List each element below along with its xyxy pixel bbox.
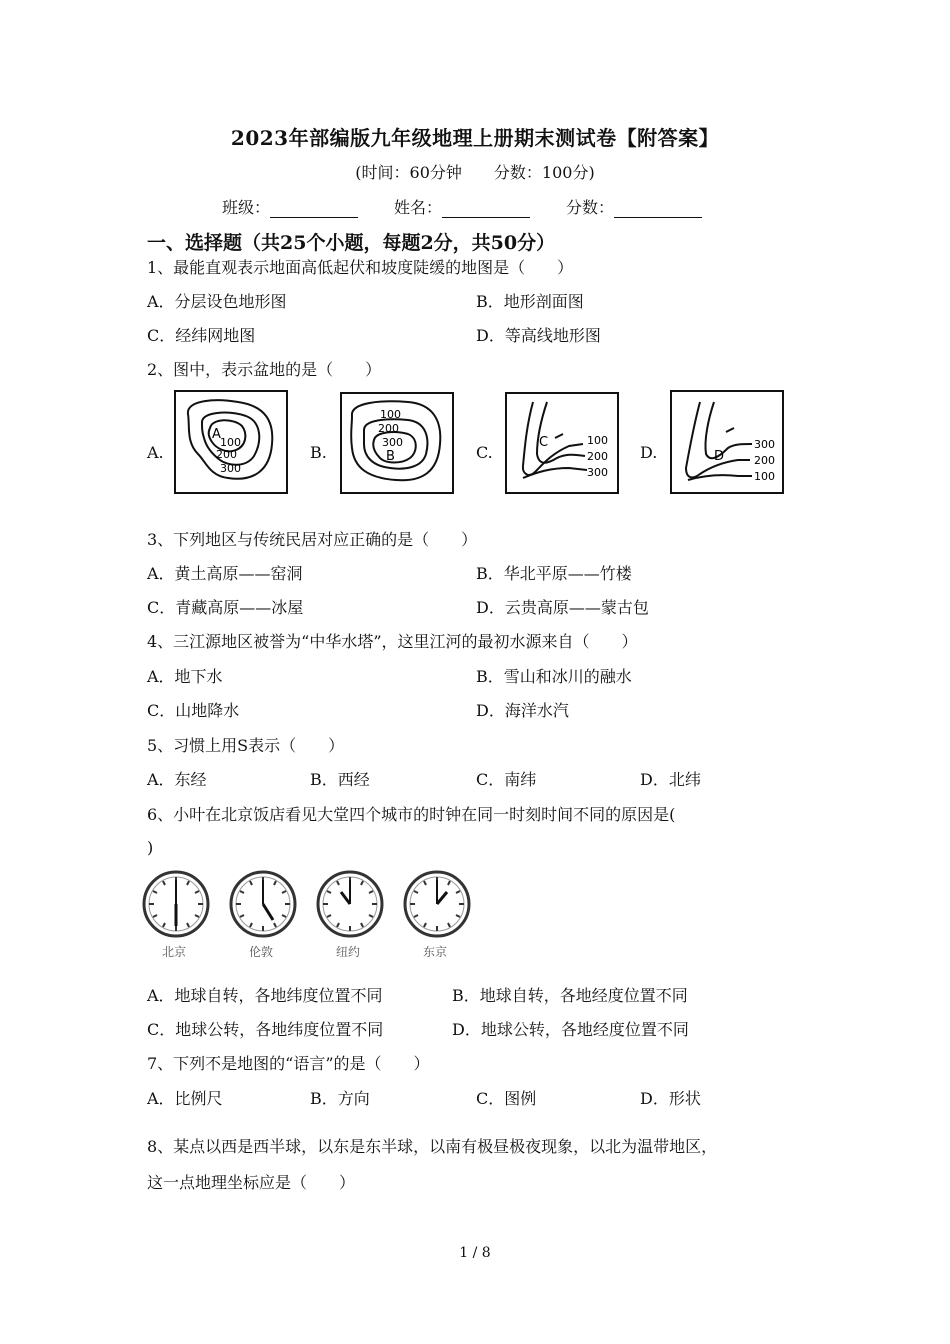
- q3-option-b: B．华北平原——竹楼: [476, 564, 632, 583]
- question-4: 4、三江源地区被誉为“中华水塔”，这里江河的最初水源来自（ ）: [147, 632, 638, 651]
- question-8: 8、某点以西是西半球，以东是东半球，以南有极昼极夜现象，以北为温带地区，: [147, 1137, 718, 1156]
- question-6: 6、小叶在北京饭店看见大堂四个城市的时钟在同一时刻时间不同的原因是(: [147, 805, 676, 824]
- q5-option-b: B．西经: [310, 770, 370, 789]
- q1-option-a: A．分层设色地形图: [147, 292, 287, 311]
- question-1: 1、最能直观表示地面高低起伏和坡度陡缓的地图是（ ）: [147, 258, 574, 277]
- clock-label-beijing: 北京: [162, 945, 187, 959]
- fig-a-label-2: 200: [216, 448, 237, 461]
- q7-option-d: D．形状: [640, 1089, 701, 1108]
- q2-option-a: A.: [147, 443, 164, 462]
- q1-option-b: B．地形剖面图: [476, 292, 584, 311]
- q1-option-c: C．经纬网地图: [147, 326, 256, 345]
- fig-b-label-3: 300: [382, 436, 403, 449]
- q2-option-d: D.: [640, 443, 658, 462]
- q7-option-a: A．比例尺: [147, 1089, 223, 1108]
- q3-option-a: A．黄土高原——窑洞: [147, 564, 303, 583]
- fig-d-letter: D: [714, 449, 725, 464]
- question-6-cont: ): [147, 838, 154, 857]
- fig-b-label-2: 200: [378, 422, 399, 435]
- contour-map-a: [174, 390, 288, 494]
- exam-info: (时间：60分钟 分数：100分): [355, 163, 595, 182]
- q7-option-c: C．图例: [476, 1089, 537, 1108]
- world-clocks: [140, 862, 480, 962]
- q6-option-c: C．地球公转，各地纬度位置不同: [147, 1020, 384, 1039]
- fig-c-label-1: 100: [587, 434, 608, 447]
- class-blank[interactable]: [270, 201, 358, 218]
- q1-option-d: D．等高线地形图: [476, 326, 601, 345]
- q4-option-b: B．雪山和冰川的融水: [476, 667, 632, 686]
- q7-option-b: B．方向: [310, 1089, 370, 1108]
- clock-label-tokyo: 东京: [423, 945, 448, 959]
- name-label: 姓名：: [394, 198, 443, 217]
- clock-label-newyork: 纽约: [336, 945, 361, 959]
- fig-d-label-2: 200: [754, 454, 775, 467]
- clock-label-london: 伦敦: [249, 945, 274, 959]
- q4-option-a: A．地下水: [147, 667, 223, 686]
- class-label: 班级：: [222, 198, 271, 217]
- clock-beijing: [144, 872, 208, 959]
- contour-map-c: [505, 392, 619, 494]
- question-5: 5、习惯上用S表示（ ）: [147, 736, 345, 755]
- q3-option-d: D．云贵高原——蒙古包: [476, 598, 649, 617]
- fig-c-label-2: 200: [587, 450, 608, 463]
- contour-map-d: [670, 390, 784, 494]
- student-fields: [222, 195, 738, 218]
- section-heading: 一、选择题（共25个小题，每题2分，共50分）: [147, 232, 556, 254]
- question-7: 7、下列不是地图的“语言”的是（ ）: [147, 1054, 430, 1073]
- page-number: 1 / 8: [459, 1245, 491, 1261]
- q3-option-c: C．青藏高原——冰屋: [147, 598, 304, 617]
- fig-b-letter: B: [386, 449, 395, 464]
- clock-london: [231, 872, 295, 959]
- q5-option-c: C．南纬: [476, 770, 537, 789]
- q4-option-c: C．山地降水: [147, 701, 240, 720]
- fig-d-label-3: 100: [754, 470, 775, 483]
- fig-a-label-1: 100: [220, 436, 241, 449]
- question-8-cont: 这一点地理坐标应是（ ）: [147, 1173, 356, 1192]
- fig-c-letter: C: [539, 435, 549, 450]
- fig-a-letter: A: [212, 427, 221, 442]
- q6-option-b: B．地球自转，各地经度位置不同: [452, 986, 688, 1005]
- page-title: 2023年部编版九年级地理上册期末测试卷【附答案】: [230, 126, 720, 150]
- q2-option-c: C.: [476, 443, 493, 462]
- q2-option-b: B.: [310, 443, 327, 462]
- clock-tokyo: [405, 872, 469, 959]
- q6-option-a: A．地球自转，各地纬度位置不同: [147, 986, 383, 1005]
- name-blank[interactable]: [442, 201, 530, 218]
- fig-d-label-1: 300: [754, 438, 775, 451]
- clock-newyork: [318, 872, 382, 959]
- q5-option-d: D．北纬: [640, 770, 701, 789]
- q6-option-d: D．地球公转，各地经度位置不同: [452, 1020, 689, 1039]
- fig-a-label-3: 300: [220, 462, 241, 475]
- question-3: 3、下列地区与传统民居对应正确的是（ ）: [147, 530, 478, 549]
- fig-b-label-1: 100: [380, 408, 401, 421]
- score-blank[interactable]: [614, 201, 702, 218]
- q5-option-a: A．东经: [147, 770, 207, 789]
- question-2: 2、图中，表示盆地的是（ ）: [147, 360, 382, 379]
- score-label: 分数：: [566, 198, 615, 217]
- q4-option-d: D．海洋水汽: [476, 701, 569, 720]
- contour-map-b: [340, 392, 454, 494]
- fig-c-label-3: 300: [587, 466, 608, 479]
